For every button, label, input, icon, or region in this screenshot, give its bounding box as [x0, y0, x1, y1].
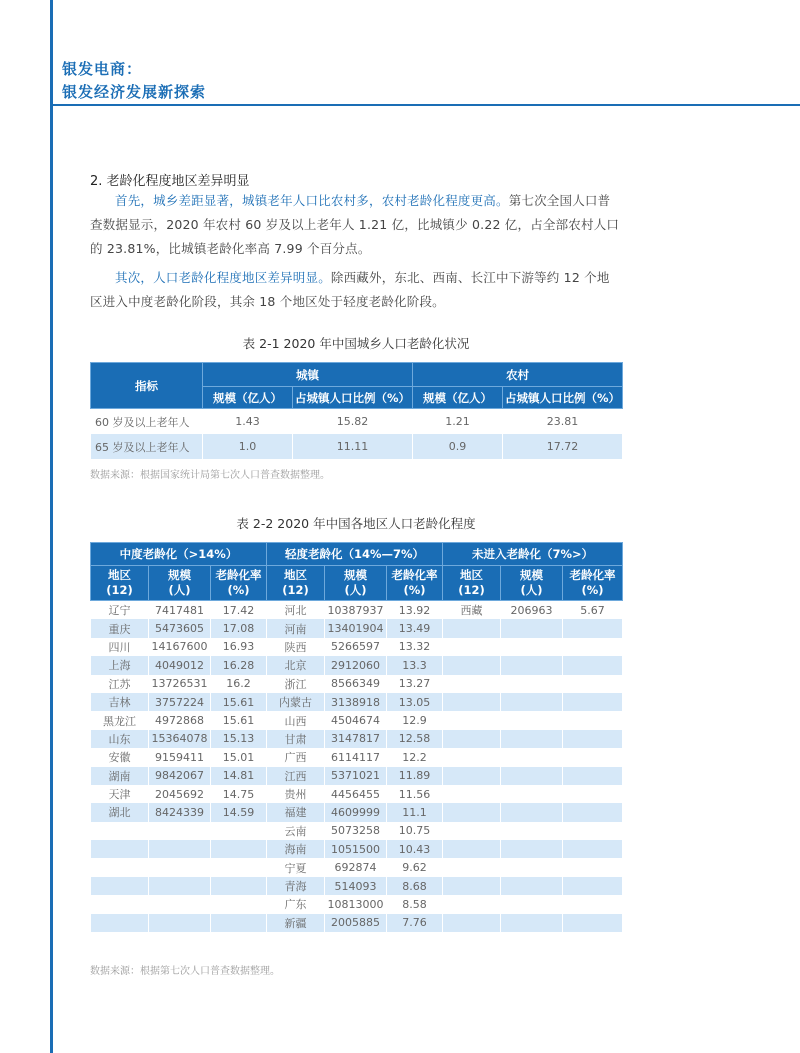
- paragraph-highlight: 其次，人口老龄化程度地区差异明显。: [115, 270, 331, 285]
- table-cell: 4609999: [325, 803, 387, 821]
- table-cell: 65 岁及以上老年人: [91, 434, 203, 459]
- table-cell: [91, 914, 149, 932]
- table-cell: [563, 638, 623, 656]
- table-row: [91, 601, 623, 620]
- table-row: [91, 858, 623, 876]
- table-cell: 10387937: [325, 601, 387, 620]
- table-cell: [443, 638, 501, 656]
- table-cell: [443, 840, 501, 858]
- table-cell: 湖北: [91, 803, 149, 821]
- table-cell: 4972868: [149, 711, 211, 729]
- table-cell: 10.43: [387, 840, 443, 858]
- table-cell: 17.42: [211, 601, 267, 620]
- table-cell: 15.61: [211, 693, 267, 711]
- col-region: 地区 (12): [267, 566, 325, 601]
- table-cell: 贵州: [267, 785, 325, 803]
- table-cell: 4456455: [325, 785, 387, 803]
- table-cell: 14.59: [211, 803, 267, 821]
- table-cell: 广东: [267, 895, 325, 913]
- table-cell: [211, 914, 267, 932]
- table-cell: [443, 711, 501, 729]
- table1-body: [91, 409, 623, 460]
- table2-caption: 表 2-2 2020 年中国各地区人口老龄化程度: [236, 516, 476, 531]
- col-scale: 规模 (人): [501, 566, 563, 601]
- table-cell: [501, 840, 563, 858]
- table-cell: [563, 619, 623, 637]
- table-cell: 辽宁: [91, 601, 149, 620]
- table-cell: [501, 656, 563, 674]
- table-cell: 江西: [267, 767, 325, 785]
- table-cell: [563, 711, 623, 729]
- table-cell: 15.13: [211, 730, 267, 748]
- table-cell: [501, 914, 563, 932]
- col-rate: 老龄化率 (%): [387, 566, 443, 601]
- table-row: [91, 895, 623, 913]
- table-cell: [501, 730, 563, 748]
- table-cell: 9159411: [149, 748, 211, 766]
- table-cell: 12.2: [387, 748, 443, 766]
- table-cell: 北京: [267, 656, 325, 674]
- table-cell: 7417481: [149, 601, 211, 620]
- table2-body: [91, 601, 623, 933]
- table-cell: 206963: [501, 601, 563, 620]
- table-row: [91, 656, 623, 674]
- table-cell: [563, 693, 623, 711]
- table-row: [91, 877, 623, 895]
- col-scale: 规模 (人): [149, 566, 211, 601]
- table-cell: 福建: [267, 803, 325, 821]
- table-cell: 16.2: [211, 675, 267, 693]
- table-row: [91, 748, 623, 766]
- table-cell: 692874: [325, 858, 387, 876]
- col-rate: 老龄化率 (%): [563, 566, 623, 601]
- col-scale: 规模 (人): [325, 566, 387, 601]
- table-cell: 4504674: [325, 711, 387, 729]
- col-urban-scale: 规模（亿人）: [203, 387, 293, 409]
- table-cell: [149, 822, 211, 840]
- table-cell: 2912060: [325, 656, 387, 674]
- table-cell: 1.0: [203, 434, 293, 459]
- col-group-urban: 城镇: [203, 363, 413, 387]
- table-row: [91, 803, 623, 821]
- table-cell: [211, 895, 267, 913]
- table-cell: [443, 822, 501, 840]
- table-row: [91, 840, 623, 858]
- table-cell: 2045692: [149, 785, 211, 803]
- table-cell: [501, 693, 563, 711]
- col-region: 地区 (12): [443, 566, 501, 601]
- table-cell: [563, 840, 623, 858]
- table-cell: 13.92: [387, 601, 443, 620]
- table-cell: [501, 767, 563, 785]
- table-cell: [563, 822, 623, 840]
- table-cell: 吉林: [91, 693, 149, 711]
- paragraph-body: 第七次全国人口普查数据显示，2020 年农村 60 岁及以上老年人 1.21 亿，比城镇少 0.22 亿，占全部农村人口的 23.81%，比城镇老龄化率高 7.99 个百分点。: [90, 193, 620, 256]
- table-cell: [443, 803, 501, 821]
- table-cell: 5371021: [325, 767, 387, 785]
- table-row: [91, 693, 623, 711]
- col-region: 地区 (12): [91, 566, 149, 601]
- table-row: [91, 619, 623, 637]
- table-cell: [563, 656, 623, 674]
- table-cell: 宁夏: [267, 858, 325, 876]
- table-cell: 13.05: [387, 693, 443, 711]
- table-cell: [501, 822, 563, 840]
- table-cell: 12.58: [387, 730, 443, 748]
- table-cell: 13.3: [387, 656, 443, 674]
- urban-rural-aging-table: [90, 362, 623, 459]
- table-cell: 8.58: [387, 895, 443, 913]
- table-cell: 5266597: [325, 638, 387, 656]
- col-group-moderate: 中度老龄化（>14%）: [91, 543, 267, 566]
- table-cell: [443, 877, 501, 895]
- table-cell: 陕西: [267, 638, 325, 656]
- header-divider: [53, 104, 800, 106]
- table-cell: [211, 840, 267, 858]
- table-cell: 3138918: [325, 693, 387, 711]
- table-cell: [91, 877, 149, 895]
- table-row: [91, 711, 623, 729]
- table-cell: 11.11: [293, 434, 413, 459]
- table-row: [91, 730, 623, 748]
- table-cell: [443, 675, 501, 693]
- table-cell: [149, 895, 211, 913]
- table-row: [91, 914, 623, 932]
- table-cell: 15.82: [293, 409, 413, 435]
- table-cell: 11.56: [387, 785, 443, 803]
- table-cell: 23.81: [503, 409, 623, 435]
- table-cell: 5073258: [325, 822, 387, 840]
- table-cell: 安徽: [91, 748, 149, 766]
- table-row: [91, 785, 623, 803]
- table-cell: 河南: [267, 619, 325, 637]
- table-cell: [501, 895, 563, 913]
- table-cell: 10813000: [325, 895, 387, 913]
- table-row: [91, 675, 623, 693]
- table-cell: 四川: [91, 638, 149, 656]
- table-cell: 山东: [91, 730, 149, 748]
- table-cell: 7.76: [387, 914, 443, 932]
- table-cell: 4049012: [149, 656, 211, 674]
- table-cell: 514093: [325, 877, 387, 895]
- table-cell: 8.68: [387, 877, 443, 895]
- table-cell: [501, 638, 563, 656]
- table-cell: [443, 748, 501, 766]
- col-rural-scale: 规模（亿人）: [413, 387, 503, 409]
- table-cell: 江苏: [91, 675, 149, 693]
- table-cell: [211, 877, 267, 895]
- left-accent-bar: [50, 0, 53, 1053]
- table-cell: 云南: [267, 822, 325, 840]
- table-cell: 13726531: [149, 675, 211, 693]
- table-cell: [443, 693, 501, 711]
- table-row: [91, 822, 623, 840]
- table-cell: [443, 767, 501, 785]
- table-cell: 10.75: [387, 822, 443, 840]
- table-cell: 14167600: [149, 638, 211, 656]
- table-cell: [563, 730, 623, 748]
- regional-aging-table: [90, 542, 623, 932]
- table-cell: [563, 675, 623, 693]
- table-cell: 天津: [91, 785, 149, 803]
- table-cell: [563, 767, 623, 785]
- table-cell: 青海: [267, 877, 325, 895]
- table-cell: 湖南: [91, 767, 149, 785]
- table-cell: 3757224: [149, 693, 211, 711]
- col-rural-ratio: 占城镇人口比例（%）: [503, 387, 623, 409]
- table1-source: 数据来源：根据国家统计局第七次人口普查数据整理。: [90, 470, 330, 481]
- table-cell: [91, 895, 149, 913]
- table-cell: 黑龙江: [91, 711, 149, 729]
- table-cell: 广西: [267, 748, 325, 766]
- table-cell: [211, 858, 267, 876]
- table-cell: 1.43: [203, 409, 293, 435]
- col-indicator: 指标: [91, 363, 203, 409]
- table-cell: 1.21: [413, 409, 503, 435]
- table-cell: [149, 877, 211, 895]
- col-urban-ratio: 占城镇人口比例（%）: [293, 387, 413, 409]
- col-group-mild: 轻度老龄化（14%—7%）: [267, 543, 443, 566]
- table-cell: 海南: [267, 840, 325, 858]
- col-rate: 老龄化率 (%): [211, 566, 267, 601]
- table-cell: [211, 822, 267, 840]
- table-cell: 9842067: [149, 767, 211, 785]
- table-cell: 河北: [267, 601, 325, 620]
- table-cell: [501, 675, 563, 693]
- table-cell: [563, 858, 623, 876]
- table-cell: 0.9: [413, 434, 503, 459]
- table-cell: 1051500: [325, 840, 387, 858]
- table-cell: 60 岁及以上老年人: [91, 409, 203, 435]
- table-cell: 西藏: [443, 601, 501, 620]
- table-cell: [501, 858, 563, 876]
- table-cell: 2005885: [325, 914, 387, 932]
- table-cell: 15364078: [149, 730, 211, 748]
- table-cell: 17.08: [211, 619, 267, 637]
- table-cell: 8566349: [325, 675, 387, 693]
- table-cell: 重庆: [91, 619, 149, 637]
- table-cell: 8424339: [149, 803, 211, 821]
- table-row: [91, 409, 623, 435]
- table-cell: [501, 711, 563, 729]
- table-cell: 13.27: [387, 675, 443, 693]
- table-cell: 14.75: [211, 785, 267, 803]
- table-cell: [501, 619, 563, 637]
- paragraph-body: 除西藏外，东北、西南、长江中下游等约 12 个地区进入中度老龄化阶段，其余 18 个地区处于轻度老龄化阶段。: [90, 270, 610, 309]
- table-row: [91, 767, 623, 785]
- table-cell: [501, 803, 563, 821]
- paragraph-regional: [90, 266, 622, 314]
- table-cell: 3147817: [325, 730, 387, 748]
- table-cell: [563, 914, 623, 932]
- table-cell: [443, 785, 501, 803]
- paragraph-highlight: 首先，城乡差距显著，城镇老年人口比农村多，农村老龄化程度更高。: [115, 193, 509, 208]
- table-cell: 13401904: [325, 619, 387, 637]
- table-cell: 12.9: [387, 711, 443, 729]
- table-cell: 11.89: [387, 767, 443, 785]
- table-cell: 13.32: [387, 638, 443, 656]
- table-cell: 浙江: [267, 675, 325, 693]
- table-cell: [149, 840, 211, 858]
- running-header: [62, 58, 206, 104]
- table-cell: [563, 748, 623, 766]
- table-cell: 6114117: [325, 748, 387, 766]
- table-cell: 11.1: [387, 803, 443, 821]
- table-cell: [501, 748, 563, 766]
- table-row: [91, 434, 623, 459]
- table-cell: [149, 914, 211, 932]
- table-cell: [443, 730, 501, 748]
- table-cell: [501, 785, 563, 803]
- table-cell: [91, 840, 149, 858]
- table-cell: [563, 803, 623, 821]
- col-group-none: 未进入老龄化（7%>）: [443, 543, 623, 566]
- table-cell: [443, 619, 501, 637]
- table-cell: 9.62: [387, 858, 443, 876]
- table-cell: [91, 858, 149, 876]
- section-heading: 2. 老龄化程度地区差异明显: [90, 174, 250, 189]
- table-cell: 上海: [91, 656, 149, 674]
- table-cell: 16.28: [211, 656, 267, 674]
- table-cell: 甘肃: [267, 730, 325, 748]
- table-cell: [563, 877, 623, 895]
- header-title-line2: 银发经济发展新探索: [62, 83, 207, 101]
- table-cell: 16.93: [211, 638, 267, 656]
- table-cell: [149, 858, 211, 876]
- table-cell: 17.72: [503, 434, 623, 459]
- paragraph-urban-rural: [90, 189, 622, 261]
- header-title-line1: 银发电商：: [62, 60, 143, 78]
- table-cell: 山西: [267, 711, 325, 729]
- table-cell: 5473605: [149, 619, 211, 637]
- table-row: [91, 638, 623, 656]
- table-cell: 14.81: [211, 767, 267, 785]
- table-cell: [563, 895, 623, 913]
- table-cell: 15.61: [211, 711, 267, 729]
- table-cell: [443, 914, 501, 932]
- col-group-rural: 农村: [413, 363, 623, 387]
- table-cell: 5.67: [563, 601, 623, 620]
- table-cell: [91, 822, 149, 840]
- table-cell: 新疆: [267, 914, 325, 932]
- table-cell: [443, 858, 501, 876]
- table-cell: [443, 656, 501, 674]
- table-cell: 13.49: [387, 619, 443, 637]
- table-cell: [501, 877, 563, 895]
- table1-caption: 表 2-1 2020 年中国城乡人口老龄化状况: [242, 336, 470, 351]
- table-cell: 内蒙古: [267, 693, 325, 711]
- table-cell: [563, 785, 623, 803]
- table-cell: [443, 895, 501, 913]
- table-cell: 15.01: [211, 748, 267, 766]
- table2-source: 数据来源：根据第七次人口普查数据整理。: [90, 966, 280, 977]
